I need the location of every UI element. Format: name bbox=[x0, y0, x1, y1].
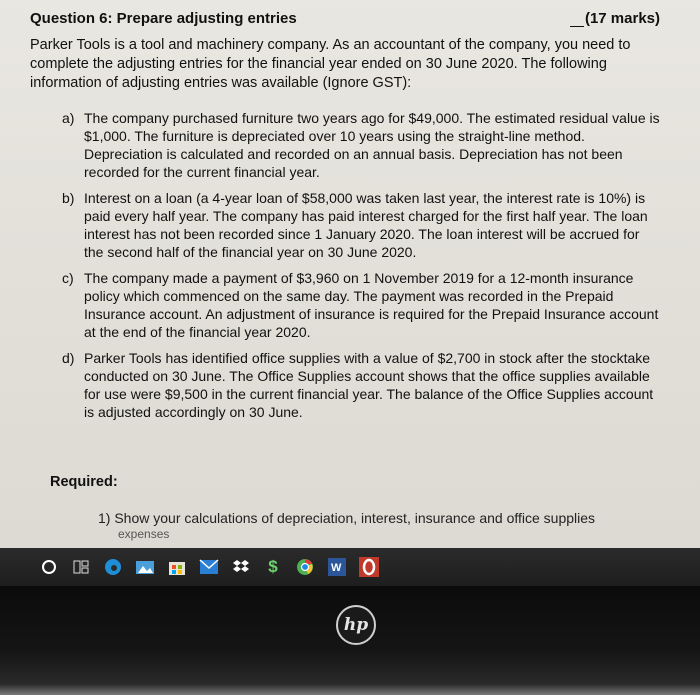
taskbar bbox=[0, 548, 700, 586]
item-text: Parker Tools has identified office supplies with a value of $2,700 in stock after the stocktake conducted on 30 June. The Office Supplies account shows that the office supplies available for use were $9,500 in the current financial year. The balance of the Office Supplies account is adjusted accordingly on 30 June. bbox=[84, 350, 654, 420]
item-label: b) bbox=[62, 190, 75, 206]
list-item bbox=[62, 109, 662, 181]
photos-icon[interactable] bbox=[134, 556, 156, 578]
marks-label: (17 marks) bbox=[584, 10, 660, 27]
question-marks bbox=[570, 10, 660, 27]
list-item bbox=[62, 349, 662, 421]
task-view-icon[interactable] bbox=[70, 556, 92, 578]
opera-icon[interactable] bbox=[358, 556, 380, 578]
required-item: 1) Show your calculations of depreciation, interest, insurance and office supplies bbox=[98, 510, 596, 526]
list-item bbox=[62, 189, 662, 261]
dropbox-icon[interactable] bbox=[230, 556, 252, 578]
question-intro: Parker Tools is a tool and machinery company. As an accountant of the company, you need to complete the adjusting entries for the financial year ended on 30 June 2020. The following information of adjusting entries was available (Ignore GST): bbox=[30, 37, 631, 91]
list-item bbox=[62, 269, 662, 341]
mail-icon[interactable] bbox=[198, 556, 220, 578]
start-icon[interactable] bbox=[38, 556, 60, 578]
item-text: The company purchased furniture two years ago for $49,000. The estimated residual value is $1,000. The furniture is depreciated over 10 years using the straight-line method. Depreciation is calculated and recorded on an annual basis. Depreciation has not been recorded for the current financial year. bbox=[84, 110, 660, 180]
required-item-cut-text: expenses bbox=[118, 527, 170, 541]
word-icon[interactable] bbox=[326, 556, 348, 578]
item-label: a) bbox=[62, 110, 75, 126]
dollar-icon[interactable]: $ bbox=[268, 557, 278, 576]
item-label: c) bbox=[62, 270, 74, 286]
required-heading: Required: bbox=[50, 474, 118, 490]
edge-icon[interactable] bbox=[102, 556, 124, 578]
item-text: Interest on a loan (a 4-year loan of $58,000 was taken last year, the interest rate is 10%) is paid every half year. The company has paid interest charged for the first half year. The loan interest has not been recorded since 1 January 2020. The loan interest will be accrued for the second half of the financial year on 30 June 2020. bbox=[84, 190, 648, 260]
adjusting-items-list bbox=[62, 109, 662, 429]
question-title: Question 6: Prepare adjusting entries bbox=[30, 10, 297, 27]
store-icon[interactable] bbox=[166, 556, 188, 578]
chrome-icon[interactable] bbox=[294, 556, 316, 578]
hp-logo: hp bbox=[336, 605, 376, 645]
item-label: d) bbox=[62, 350, 75, 366]
svg-text:W: W bbox=[331, 562, 342, 574]
question-header bbox=[30, 8, 660, 30]
item-text: The company made a payment of $3,960 on 1 November 2019 for a 12-month insurance policy which commenced on the same day. The payment was recorded in the Prepaid Insurance account. An adjustment of insurance is required for the Prepaid Insurance account at the end of the financial year 2020. bbox=[84, 270, 659, 340]
